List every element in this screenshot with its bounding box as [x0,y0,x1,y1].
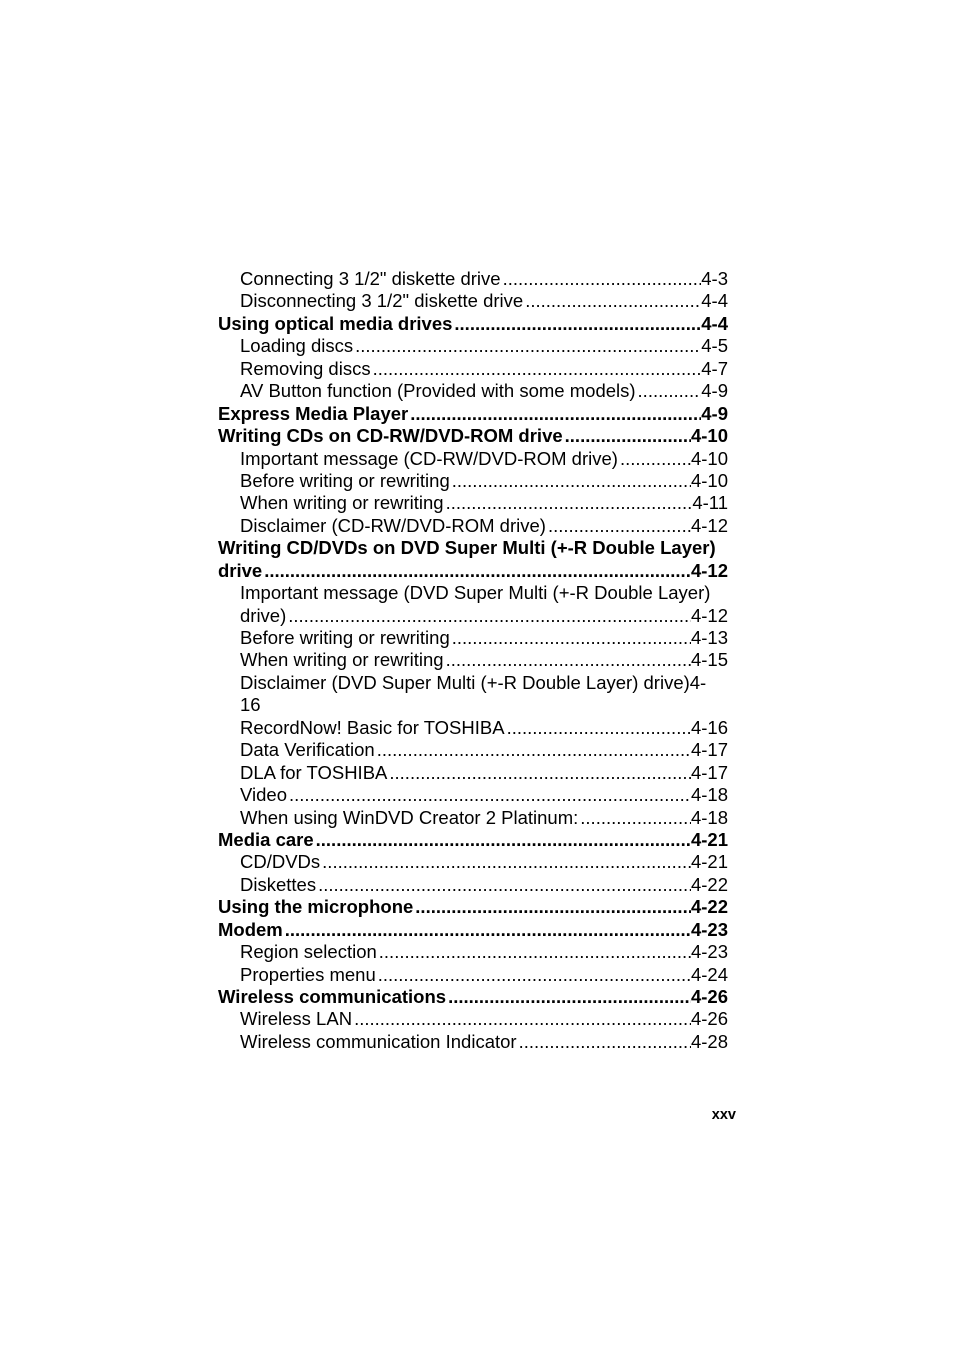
dot-leader [377,941,691,963]
toc-entry-page: 4-17 [690,761,728,783]
toc-entry-page: 4-18 [690,806,728,828]
toc-section-label: Writing CDs on CD-RW/DVD-ROM drive [218,425,563,447]
toc-entry-page: 4-5 [701,335,728,357]
toc-entry-page: 4-4 [701,290,728,312]
toc-entry-label: Important message (CD-RW/DVD-ROM drive) [240,447,618,469]
toc-entry-label: Wireless LAN [240,1008,353,1030]
toc-section-page: 4-9 [701,402,728,424]
toc-section-label: Express Media Player [218,402,409,424]
toc-entry-page: 4-21 [690,851,728,873]
toc-entry-page: 4-18 [690,784,728,806]
dot-leader [371,358,702,380]
dot-leader [444,649,691,671]
toc-entry-label: AV Button function (Provided with some models) [240,380,636,402]
toc-entry[interactable] [218,515,728,537]
dot-leader [618,448,691,470]
toc-section[interactable] [218,896,728,918]
toc-entry[interactable] [218,1031,728,1053]
dot-leader [546,515,691,537]
toc-entry-page: 4-7 [701,357,728,379]
toc-entry [240,605,728,627]
dot-leader [353,335,701,357]
toc-entry[interactable] [218,380,728,402]
toc-entry-label: Loading discs [240,335,354,357]
dot-leader [316,874,691,896]
toc-entry[interactable] [218,739,728,761]
toc-entry-label-line2: 16 [240,694,261,716]
toc-section-label: Media care [218,828,314,850]
toc-entry[interactable] [218,492,728,514]
toc-entry-label: Disclaimer (CD-RW/DVD-ROM drive) [240,514,546,536]
toc-entry-label: Connecting 3 1/2" diskette drive [240,268,501,289]
toc-entry-page: 4-11 [692,492,728,514]
dot-leader [320,851,691,873]
toc-entry-page: 4-22 [690,873,728,895]
dot-leader [408,403,701,425]
toc-entry-page: 4-12 [690,514,728,536]
toc-entry-page: 4-10 [690,447,728,469]
toc-section-page: 4-23 [690,918,728,940]
toc-section[interactable] [218,986,728,1008]
toc-entry-label-line1: Disclaimer (DVD Super Multi (+-R Double Layer) drive)4- [240,671,707,693]
toc-entry[interactable] [218,851,728,873]
toc-entry-multiline[interactable] [218,582,728,627]
toc-section[interactable] [218,919,728,941]
toc-entry-page: 4-15 [690,649,728,671]
toc-entry-label: CD/DVDs [240,851,321,873]
dot-leader [283,919,691,941]
toc-section[interactable] [218,829,728,851]
toc-entry[interactable] [218,784,728,806]
dot-leader [352,1008,691,1030]
toc-section-page: 4-4 [701,312,728,334]
toc-entry-label: Region selection [240,941,377,963]
toc-entry[interactable] [218,807,728,829]
toc-section-page: 4-21 [690,828,728,850]
dot-leader [450,627,691,649]
dot-leader [376,964,691,986]
dot-leader [452,313,701,335]
toc-entry[interactable] [218,335,728,357]
toc-entry[interactable] [218,762,728,784]
toc-entry-multiline[interactable] [218,672,728,717]
toc-section-label: drive [218,559,263,581]
toc-entry-label: RecordNow! Basic for TOSHIBA [240,716,505,738]
toc-section-multiline[interactable] [218,537,728,582]
toc-entry[interactable] [218,717,728,739]
toc-entry-label: When using WinDVD Creator 2 Platinum: [240,806,579,828]
toc-entry-label: When writing or rewriting [240,649,444,671]
toc-entry[interactable] [218,964,728,986]
toc-section[interactable] [218,313,728,335]
toc-entry-label: DLA for TOSHIBA [240,761,388,783]
dot-leader [517,1031,691,1053]
toc-entry[interactable] [218,941,728,963]
toc-entry-label: Properties menu [240,963,376,985]
dot-leader [413,896,691,918]
dot-leader [444,492,693,514]
toc-section-label: Using optical media drives [218,312,453,334]
toc-section-page: 4-10 [690,425,728,447]
dot-leader [563,425,691,447]
dot-leader [450,470,691,492]
toc-section[interactable] [218,425,728,447]
toc-entry[interactable] [218,290,728,312]
dot-leader [636,380,702,402]
toc-section-label: Wireless communications [218,986,447,1007]
toc-entry-page: 4-3 [701,268,728,289]
toc-entry[interactable] [218,649,728,671]
toc-entry[interactable] [218,1008,728,1030]
toc-section-page: 4-26 [690,986,728,1007]
toc-section-page: 4-22 [690,896,728,918]
toc-section [218,560,728,582]
toc-entry-page: 4-17 [690,739,728,761]
toc-entry-label: Before writing or rewriting [240,469,450,491]
toc-entry-page: 4-9 [701,380,728,402]
dot-leader [501,268,702,290]
toc-entry-page: 4-24 [690,963,728,985]
toc-entry-page: 4-23 [690,941,728,963]
toc-entry-page: 4-10 [690,469,728,491]
toc-entry[interactable] [218,627,728,649]
dot-leader [578,807,691,829]
dot-leader [505,717,691,739]
toc-section-label-line1: Writing CD/DVDs on DVD Super Multi (+-R Double Layer) [218,537,716,559]
toc-entry-page: 4-13 [690,627,728,648]
dot-leader [262,560,691,582]
toc-entry-label: Wireless communication Indicator [240,1030,517,1052]
toc-entry-label: When writing or rewriting [240,492,444,514]
toc-section-label: Modem [218,918,283,940]
toc-entry-label: Diskettes [240,873,317,895]
toc-entry-label: Disconnecting 3 1/2" diskette drive [240,290,524,312]
toc-entry-page: 4-12 [690,604,728,626]
toc-entry[interactable] [218,268,728,290]
toc-entry-label: Before writing or rewriting [240,627,450,648]
toc-entry-page: 4-28 [690,1030,728,1052]
toc-entry[interactable] [218,874,728,896]
dot-leader [314,829,691,851]
dot-leader [387,762,691,784]
toc-section[interactable] [218,403,728,425]
dot-leader [523,290,701,312]
toc-entry[interactable] [218,358,728,380]
dot-leader [446,986,691,1008]
toc-entry-page: 4-16 [690,716,728,738]
toc-entry[interactable] [218,470,728,492]
toc-entry-label: drive) [240,604,287,626]
dot-leader [286,605,691,627]
toc-section-page: 4-12 [690,559,728,581]
toc-entry[interactable] [218,448,728,470]
toc-entry-label: Removing discs [240,357,371,379]
toc-entry-label: Video [240,784,287,806]
toc-entry-label-line1: Important message (DVD Super Multi (+-R Double Layer) [240,582,711,604]
page-number: xxv [711,1107,736,1123]
dot-leader [287,784,691,806]
toc-entry-page: 4-26 [690,1008,728,1030]
toc-section-label: Using the microphone [218,896,414,918]
dot-leader [375,739,691,761]
toc-entry-label: Data Verification [240,739,375,761]
table-of-contents [218,268,728,1053]
